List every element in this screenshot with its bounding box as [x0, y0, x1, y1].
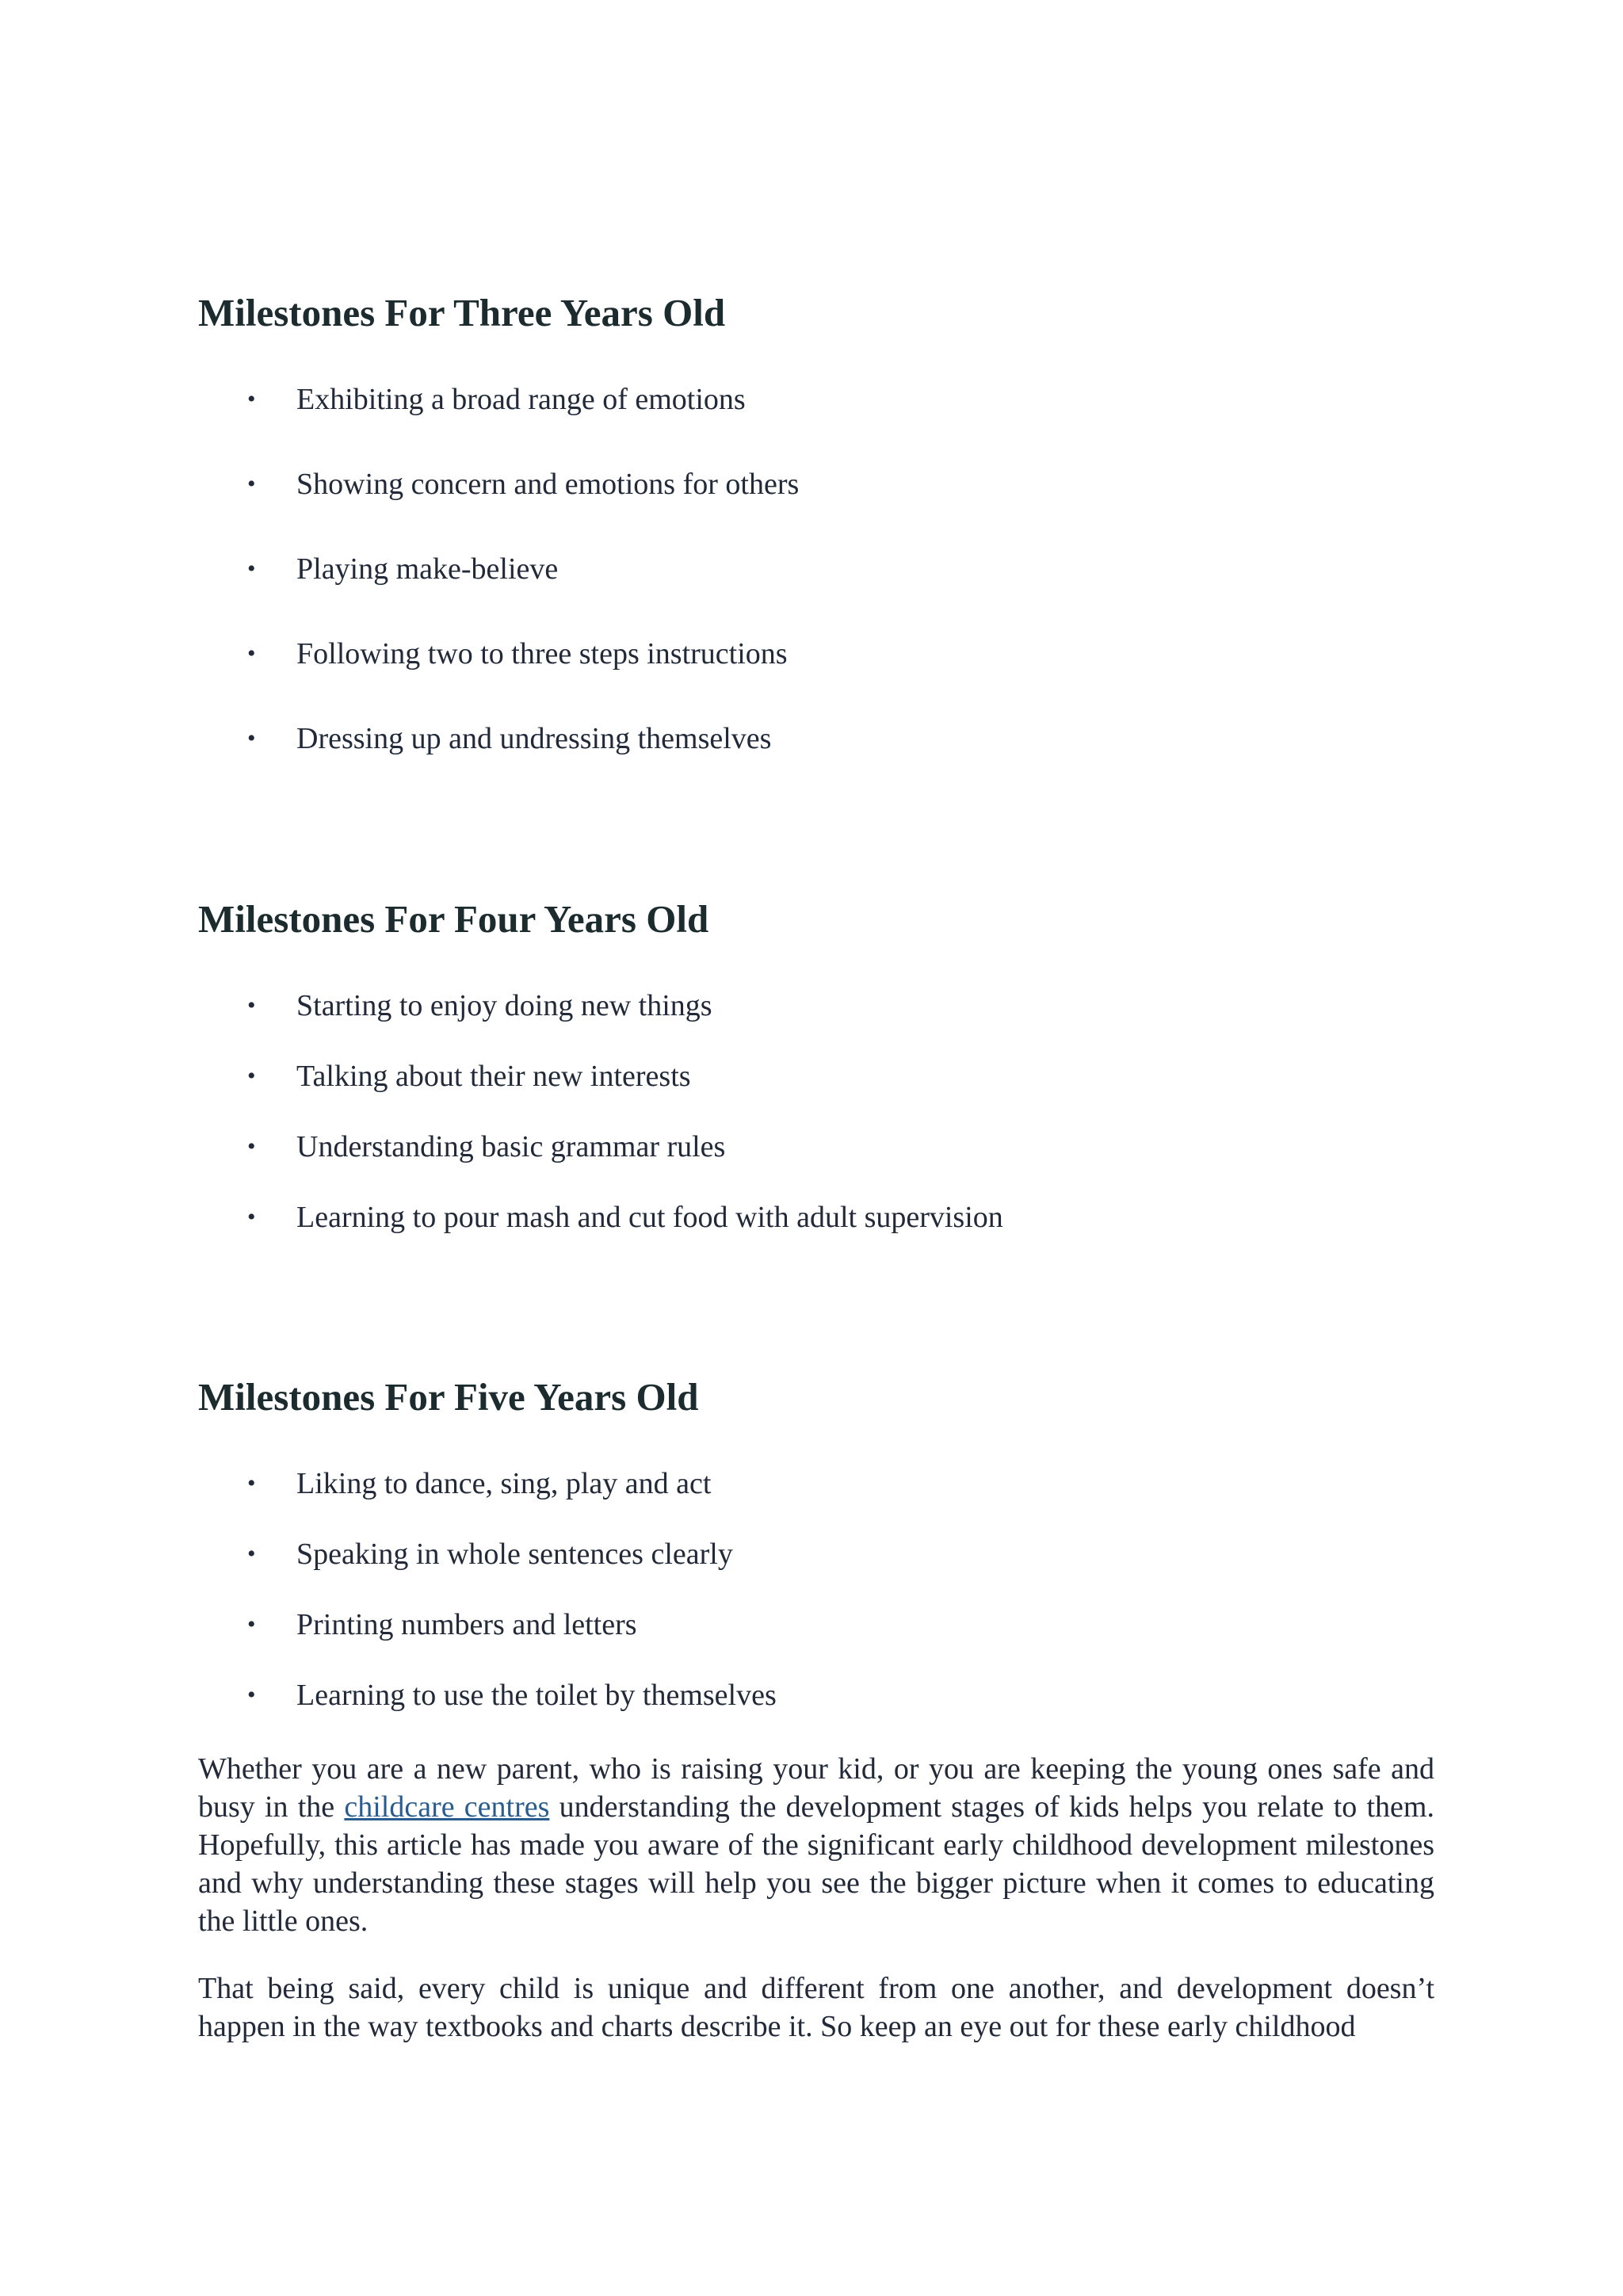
bullet-icon: • — [247, 386, 256, 412]
bullet-icon: • — [247, 556, 256, 582]
list-item: • Starting to enjoy doing new things — [198, 987, 1434, 1025]
list-item: • Printing numbers and letters — [198, 1606, 1434, 1644]
list-item: • Exhibiting a broad range of emotions — [198, 380, 1434, 418]
section-heading: Milestones For Four Years Old — [198, 897, 709, 941]
milestone-list — [198, 987, 1434, 1236]
bullet-icon: • — [247, 1541, 256, 1567]
bullet-icon: • — [247, 725, 256, 751]
bullet-icon: • — [247, 1470, 256, 1496]
list-item: • Learning to pour mash and cut food with adult supervision — [198, 1198, 1434, 1236]
list-item: • Playing make-believe — [198, 550, 1434, 588]
bullet-icon: • — [247, 471, 256, 497]
bullet-icon: • — [247, 1682, 256, 1708]
list-item: • Talking about their new interests — [198, 1057, 1434, 1095]
list-item: • Learning to use the toilet by themselves — [198, 1676, 1434, 1714]
bullet-icon: • — [247, 1063, 256, 1089]
list-item: • Showing concern and emotions for others — [198, 465, 1434, 503]
list-item: • Understanding basic grammar rules — [198, 1128, 1434, 1166]
bullet-icon: • — [247, 1611, 256, 1637]
childcare-centres-link[interactable]: childcare centres — [344, 1790, 550, 1824]
section-four-years — [198, 896, 1434, 1236]
bullet-icon: • — [247, 992, 256, 1018]
bullet-icon: • — [247, 1133, 256, 1159]
section-heading: Milestones For Three Years Old — [198, 291, 726, 334]
section-three-years — [198, 289, 1434, 758]
milestone-list — [198, 380, 1434, 758]
section-heading: Milestones For Five Years Old — [198, 1375, 699, 1419]
list-item: • Liking to dance, sing, play and act — [198, 1465, 1434, 1503]
list-item: • Speaking in whole sentences clearly — [198, 1535, 1434, 1573]
milestone-list — [198, 1465, 1434, 1714]
section-five-years — [198, 1373, 1434, 1714]
closing-paragraph: Whether you are a new parent, who is raising your kid, or you are keeping the young ones safe and busy in the childcare centres understanding the development stages of kids helps you relate to them. Hopefully, this article has made you aware of the significant early childhood development milestones and why understanding these stages will help you see the bigger picture when it comes to educating the little ones. — [198, 1752, 1434, 1938]
list-item: • Dressing up and undressing themselves — [198, 720, 1434, 758]
bullet-icon: • — [247, 640, 256, 667]
list-item: • Following two to three steps instructions — [198, 635, 1434, 673]
bullet-icon: • — [247, 1204, 256, 1230]
continuation-paragraph: That being said, every child is unique and different from one another, and development doesn’t happen in the way textbooks and charts describe it. So keep an eye out for these early childhood — [198, 1972, 1434, 2043]
